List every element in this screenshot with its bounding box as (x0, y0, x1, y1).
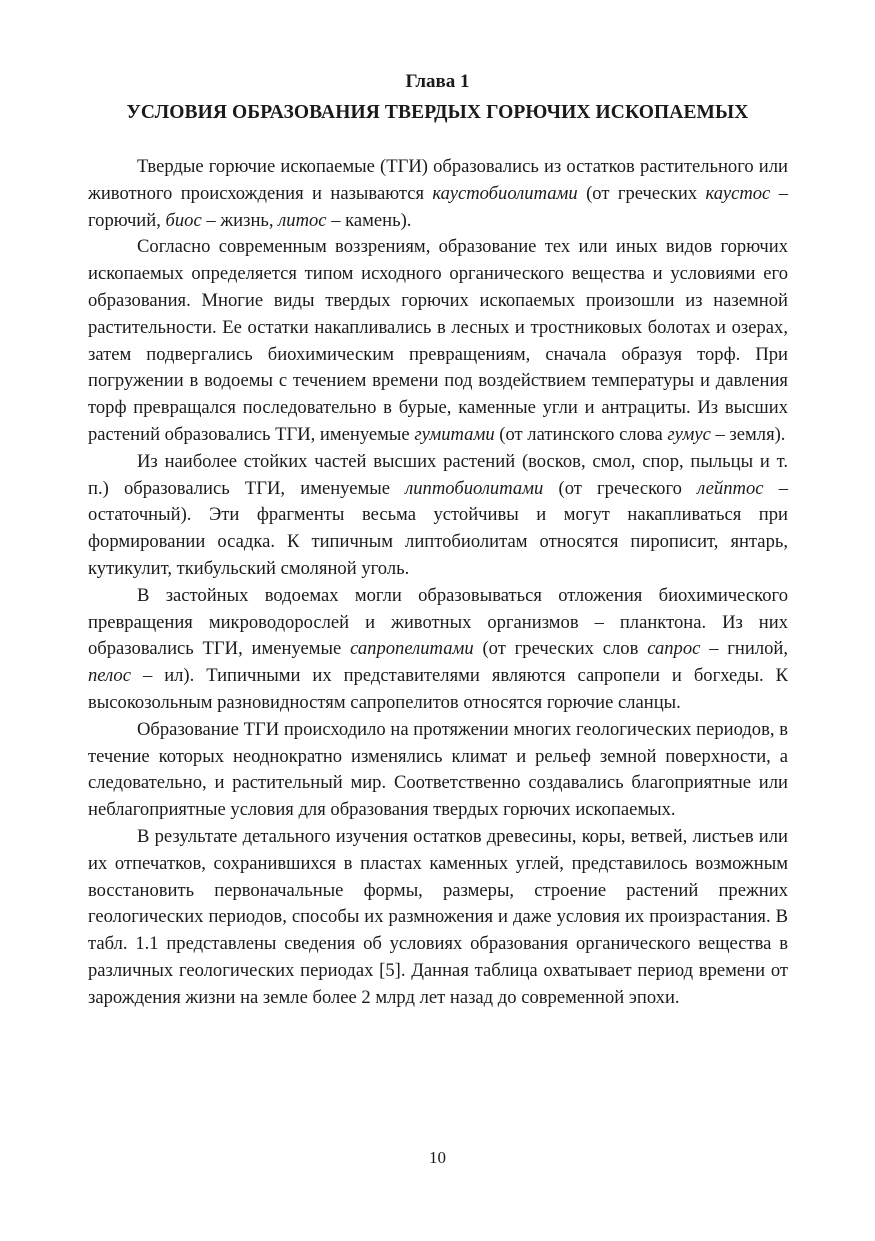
text-run: – остаточный). Эти фрагменты весьма устойчивы и могут накапливаться при формировании осадка. К типичным липтобиолитам относятся пирописит, янтарь, кутикулит, ткибульский смоляной уголь. (88, 477, 788, 579)
italic-term: каустос (705, 182, 771, 204)
text-run: Твердые горючие ископаемые (ТГИ) образовались из остатков растительного или животного происхождения и называются (88, 156, 788, 204)
text-run: – горючий, (88, 182, 788, 231)
text-run: (от греческих слов (473, 638, 648, 660)
italic-term: сапропелитами (350, 638, 474, 660)
paragraph (88, 234, 788, 448)
italic-term: гумус (667, 423, 711, 445)
text-run: – жизнь, (201, 209, 279, 231)
text-run: Образование ТГИ происходило на протяжении многих геологических периодов, в течение которых неоднократно изменялись климат и рельеф земной поверхности, а следовательно, и растительный мир. Соответственно создавались благоприятные или неблагоприятные условия для образования твердых горючих ископаемых. (88, 718, 788, 821)
text-run: – земля). (710, 423, 786, 445)
italic-term: сапрос (647, 638, 701, 660)
text-run: (от греческих (577, 182, 706, 204)
text-run: – ил). Типичными их представителями являются сапропели и богхеды. К высокозольным разновидностям сапропелитов относятся горючие сланцы. (88, 665, 788, 713)
paragraph (88, 717, 788, 824)
italic-term: липтобиолитами (405, 477, 544, 499)
text-run: В результате детального изучения остатков древесины, коры, ветвей, листьев или их отпечатков, сохранившихся в пластах каменных углей, представилось возможным восстановить первоначальные формы, размеры, строение растений прежних геологических периодов, способы их размножения и даже условия их произрастания. В табл. 1.1 представлены сведения об условиях образования органического вещества в различных геологических периодах [5]. Данная таблица охватывает период времени от зарождения жизни на земле более 2 млрд лет назад до современной эпохи. (88, 825, 788, 1008)
text-run: В застойных водоемах могли образовываться отложения биохимического превращения микроводорослей и животных организмов – планктона. Из них образовались ТГИ, именуемые (88, 584, 788, 660)
page-number: 10 (429, 1148, 446, 1167)
text-run: (от латинского слова (494, 423, 668, 445)
text-run: Согласно современным воззрениям, образование тех или иных видов горючих ископаемых определяется типом исходного органического вещества и условиями его образования. Многие виды твердых горючих ископаемых произошли из наземной растительности. Ее остатки накапливались в лесных и тростниковых болотах и озерах, затем подвергались биохимическим превращениям, сначала образуя торф. При погружении в водоемы с течением времени под воздействием температуры и давления торф превращался последовательно в бурые, каменные угли и антрациты. Из высших растений образовались ТГИ, именуемые (88, 236, 788, 445)
italic-term: гумитами (414, 423, 495, 445)
paragraph (88, 154, 788, 234)
italic-term: лейптос (697, 477, 764, 499)
paragraph (88, 824, 788, 1012)
text-run: (от греческого (543, 477, 698, 499)
italic-term: каустобиолитами (432, 182, 578, 204)
chapter-title: УСЛОВИЯ ОБРАЗОВАНИЯ ТВЕРДЫХ ГОРЮЧИХ ИСКОПАЕМЫХ (126, 102, 749, 123)
paragraph (88, 583, 788, 717)
paragraph (88, 449, 788, 583)
text-run: – гнилой, (700, 638, 789, 660)
text-run: Из наиболее стойких частей высших растений (восков, смол, спор, пыльцы и т. п.) образовались ТГИ, именуемые (88, 450, 788, 499)
italic-term: биос (165, 209, 202, 231)
italic-term: литос (278, 209, 327, 231)
body-text (88, 154, 788, 1012)
italic-term: пелос (88, 665, 131, 687)
chapter-label: Глава 1 (405, 71, 470, 92)
text-run: – камень). (326, 209, 412, 231)
